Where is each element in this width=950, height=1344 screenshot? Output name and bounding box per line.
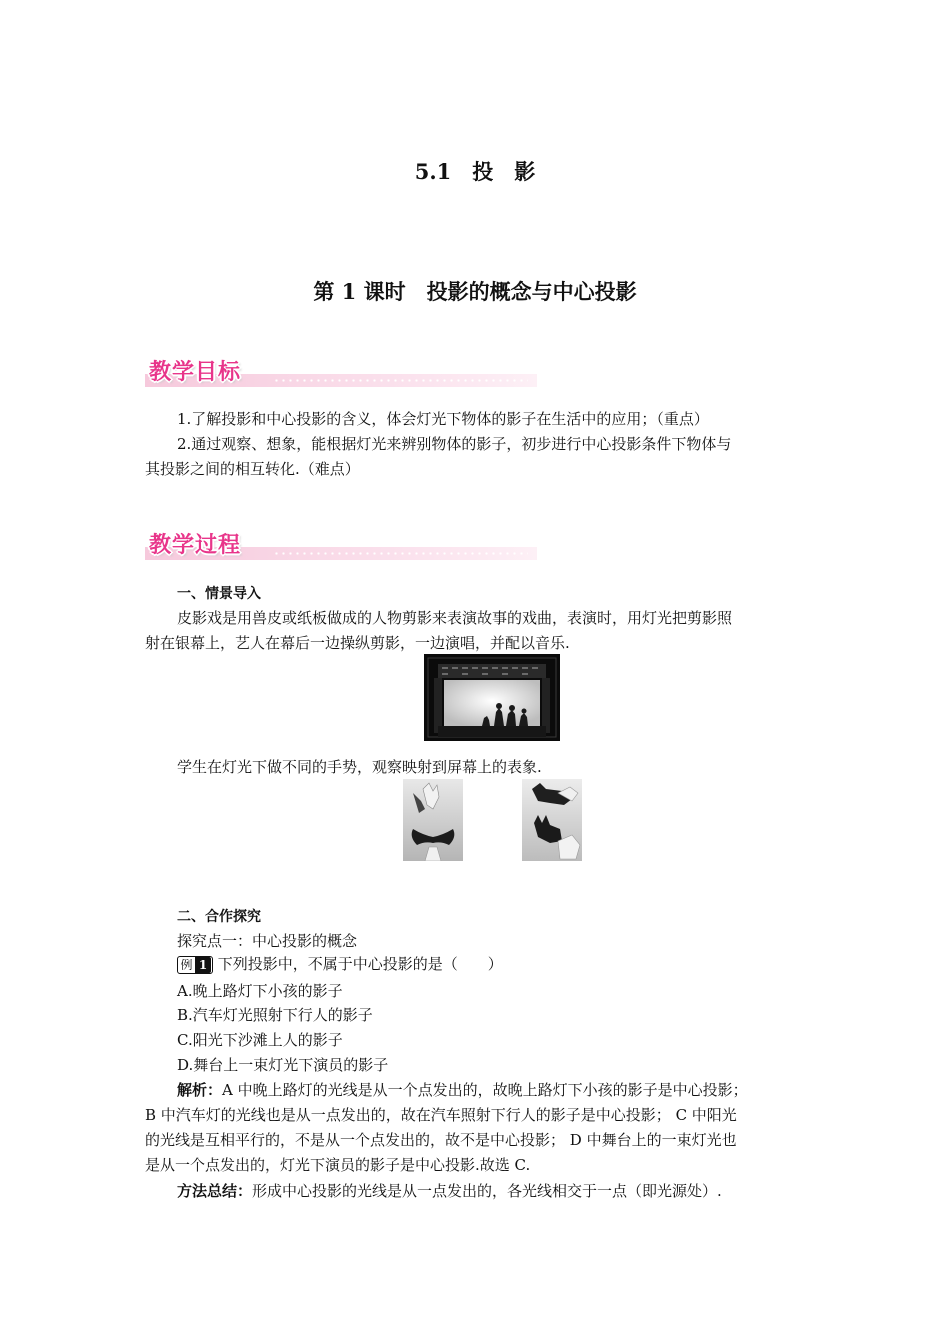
intro-line-1: 皮影戏是用兽皮或纸板做成的人物剪影来表演故事的戏曲，表演时，用灯光把剪影照 — [177, 609, 733, 627]
intro-line-2: 射在银幕上，艺人在幕后一边操纵剪影，一边演唱，并配以音乐. — [145, 634, 570, 652]
analysis-line-1 — [177, 1079, 748, 1101]
example-word: 例 — [180, 958, 193, 972]
analysis-line-3: 的光线是互相平行的，不是从一个点发出的，故不是中心投影； D 中舞台上的一束灯光也 — [145, 1131, 737, 1149]
student-text: 学生在灯光下做不同的手势，观察映射到屏幕上的表象. — [177, 758, 542, 776]
explore-point: 探究点一：中心投影的概念 — [177, 932, 358, 950]
example-number: 1 — [195, 957, 211, 973]
lesson-title: 第 1 课时 投影的概念与中心投影 — [313, 279, 637, 304]
goal-1: 1.了解投影和中心投影的含义，体会灯光下物体的影子在生活中的应用；（重点） — [177, 410, 709, 428]
teaching-goals-label: 教学目标 — [149, 360, 242, 385]
example-question-line — [177, 953, 503, 975]
option-d: D.舞台上一束灯光下演员的影子 — [177, 1056, 389, 1074]
option-c: C.阳光下沙滩上人的影子 — [177, 1031, 343, 1049]
shadow-puppet-image — [424, 654, 560, 741]
analysis-text-1: A 中晚上路灯的光线是从一个点发出的，故晚上路灯下小孩的影子是中心投影； — [222, 1081, 748, 1099]
hand-shadow-bird-image — [403, 779, 463, 861]
goal-2-line-2: 其投影之间的相互转化.（难点） — [145, 460, 360, 478]
goal-2-line-1: 2.通过观察、想象，能根据灯光来辨别物体的影子，初步进行中心投影条件下物体与 — [177, 435, 732, 453]
analysis-line-4: 是从一个点发出的，灯光下演员的影子是中心投影.故选 C. — [145, 1156, 531, 1174]
part1-heading: 一、情景导入 — [177, 586, 261, 602]
analysis-label: 解析： — [177, 1081, 223, 1099]
part2-heading: 二、合作探究 — [177, 909, 261, 925]
hand-shadow-animal-image — [522, 779, 582, 861]
teaching-process-label: 教学过程 — [149, 533, 242, 558]
example-badge — [177, 956, 213, 974]
section-title: 5.1 投 影 — [414, 159, 536, 184]
analysis-line-2: B 中汽车灯的光线也是从一点发出的，故在汽车照射下行人的影子是中心投影； C 中阳光 — [145, 1106, 737, 1124]
summary-text: 形成中心投影的光线是从一点发出的，各光线相交于一点（即光源处）. — [252, 1182, 722, 1200]
option-a: A.晚上路灯下小孩的影子 — [177, 982, 343, 1000]
teaching-process-banner — [145, 530, 537, 562]
example-question: 下列投影中，不属于中心投影的是（ ） — [217, 955, 503, 973]
summary-label: 方法总结： — [177, 1182, 253, 1200]
teaching-goals-banner — [145, 357, 537, 389]
method-summary — [177, 1180, 722, 1202]
option-b: B.汽车灯光照射下行人的影子 — [177, 1006, 373, 1024]
